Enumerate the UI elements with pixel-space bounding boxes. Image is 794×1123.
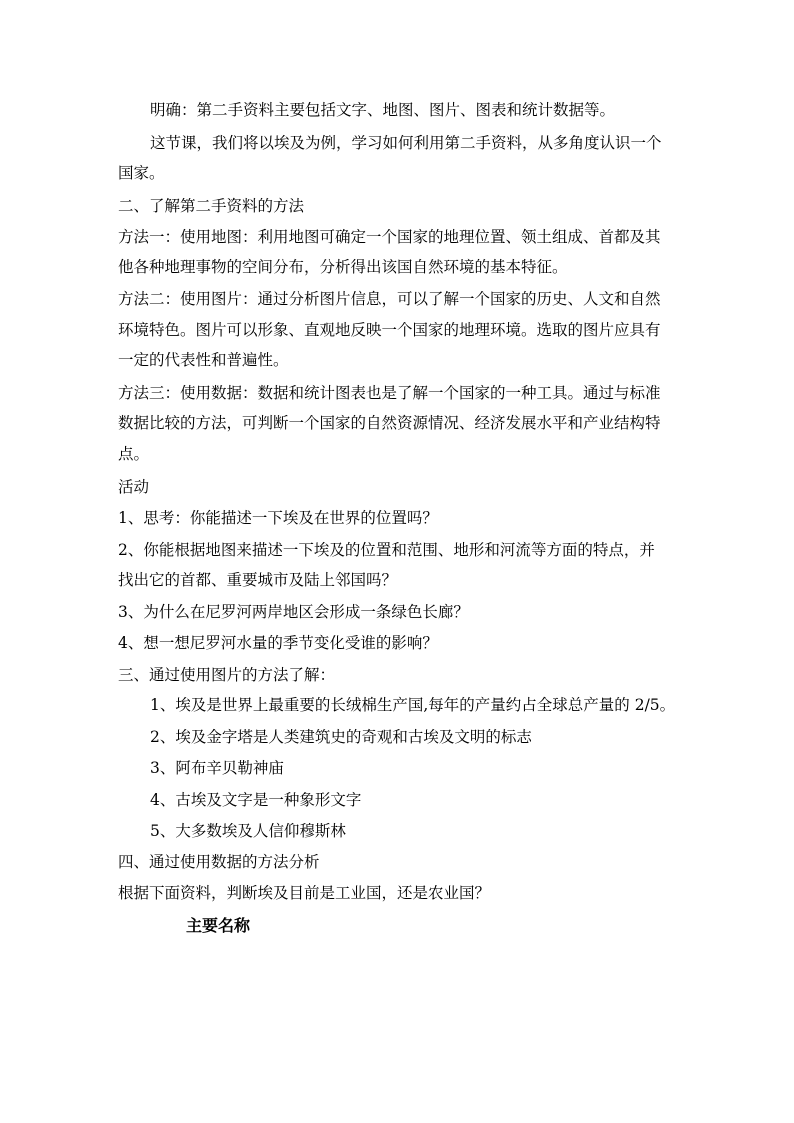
method-1-line2: 他各种地理事物的空间分布，分析得出该国自然环境的基本特征。	[118, 258, 568, 276]
activity-item-3: 3、为什么在尼罗河两岸地区会形成一条绿色长廊？	[118, 603, 469, 621]
paragraph-intro-line1: 这节课，我们将以埃及为例，学习如何利用第二手资料，从多角度认识一个	[150, 134, 662, 152]
paragraph-clarify: 明确：第二手资料主要包括文字、地图、图片、图表和统计数据等。	[150, 101, 616, 119]
activity-item-1: 1、思考：你能描述一下埃及在世界的位置吗？	[118, 509, 438, 527]
activity-item-4: 4、想一想尼罗河水量的季节变化受谁的影响？	[118, 634, 438, 652]
activity-heading: 活动	[118, 478, 150, 496]
method-3-line2: 数据比较的方法，可判断一个国家的自然资源情况、经济发展水平和产业结构特	[118, 414, 661, 432]
section-heading-3: 三、通过使用图片的方法了解：	[118, 666, 336, 684]
paragraph-intro-line2: 国家。	[118, 164, 165, 182]
image-item-3: 3、阿布辛贝勒神庙	[150, 759, 284, 777]
image-item-5: 5、大多数埃及人信仰穆斯林	[150, 822, 346, 840]
data-question: 根据下面资料，判断埃及目前是工业国，还是农业国？	[118, 884, 491, 902]
method-2-line1: 方法二：使用图片：通过分析图片信息，可以了解一个国家的历史、人文和自然	[118, 290, 661, 308]
method-3-line1: 方法三：使用数据：数据和统计图表也是了解一个国家的一种工具。通过与标准	[118, 384, 661, 402]
activity-item-2-line1: 2、你能根据地图来描述一下埃及的位置和范围、地形和河流等方面的特点，并	[118, 541, 655, 559]
method-1-line1: 方法一：使用地图：利用地图可确定一个国家的地理位置、领土组成、首都及其	[118, 228, 661, 246]
method-2-line3: 一定的代表性和普遍性。	[118, 351, 289, 369]
method-2-line2: 环境特色。图片可以形象、直观地反映一个国家的地理环境。选取的图片应具有	[118, 321, 661, 339]
table-header-label: 主要名称	[186, 916, 251, 935]
image-item-4: 4、古埃及文字是一种象形文字	[150, 791, 362, 809]
image-item-2: 2、埃及金字塔是人类建筑史的奇观和古埃及文明的标志	[150, 728, 532, 746]
section-heading-4: 四、通过使用数据的方法分析	[118, 853, 320, 871]
method-3-line3: 点。	[118, 445, 150, 463]
image-item-1: 1、埃及是世界上最重要的长绒棉生产国,每年的产量约占全球总产量的 2/5。	[150, 696, 676, 714]
section-heading-2: 二、了解第二手资料的方法	[118, 197, 305, 215]
activity-item-2-line2: 找出它的首都、重要城市及陆上邻国吗？	[118, 571, 398, 589]
